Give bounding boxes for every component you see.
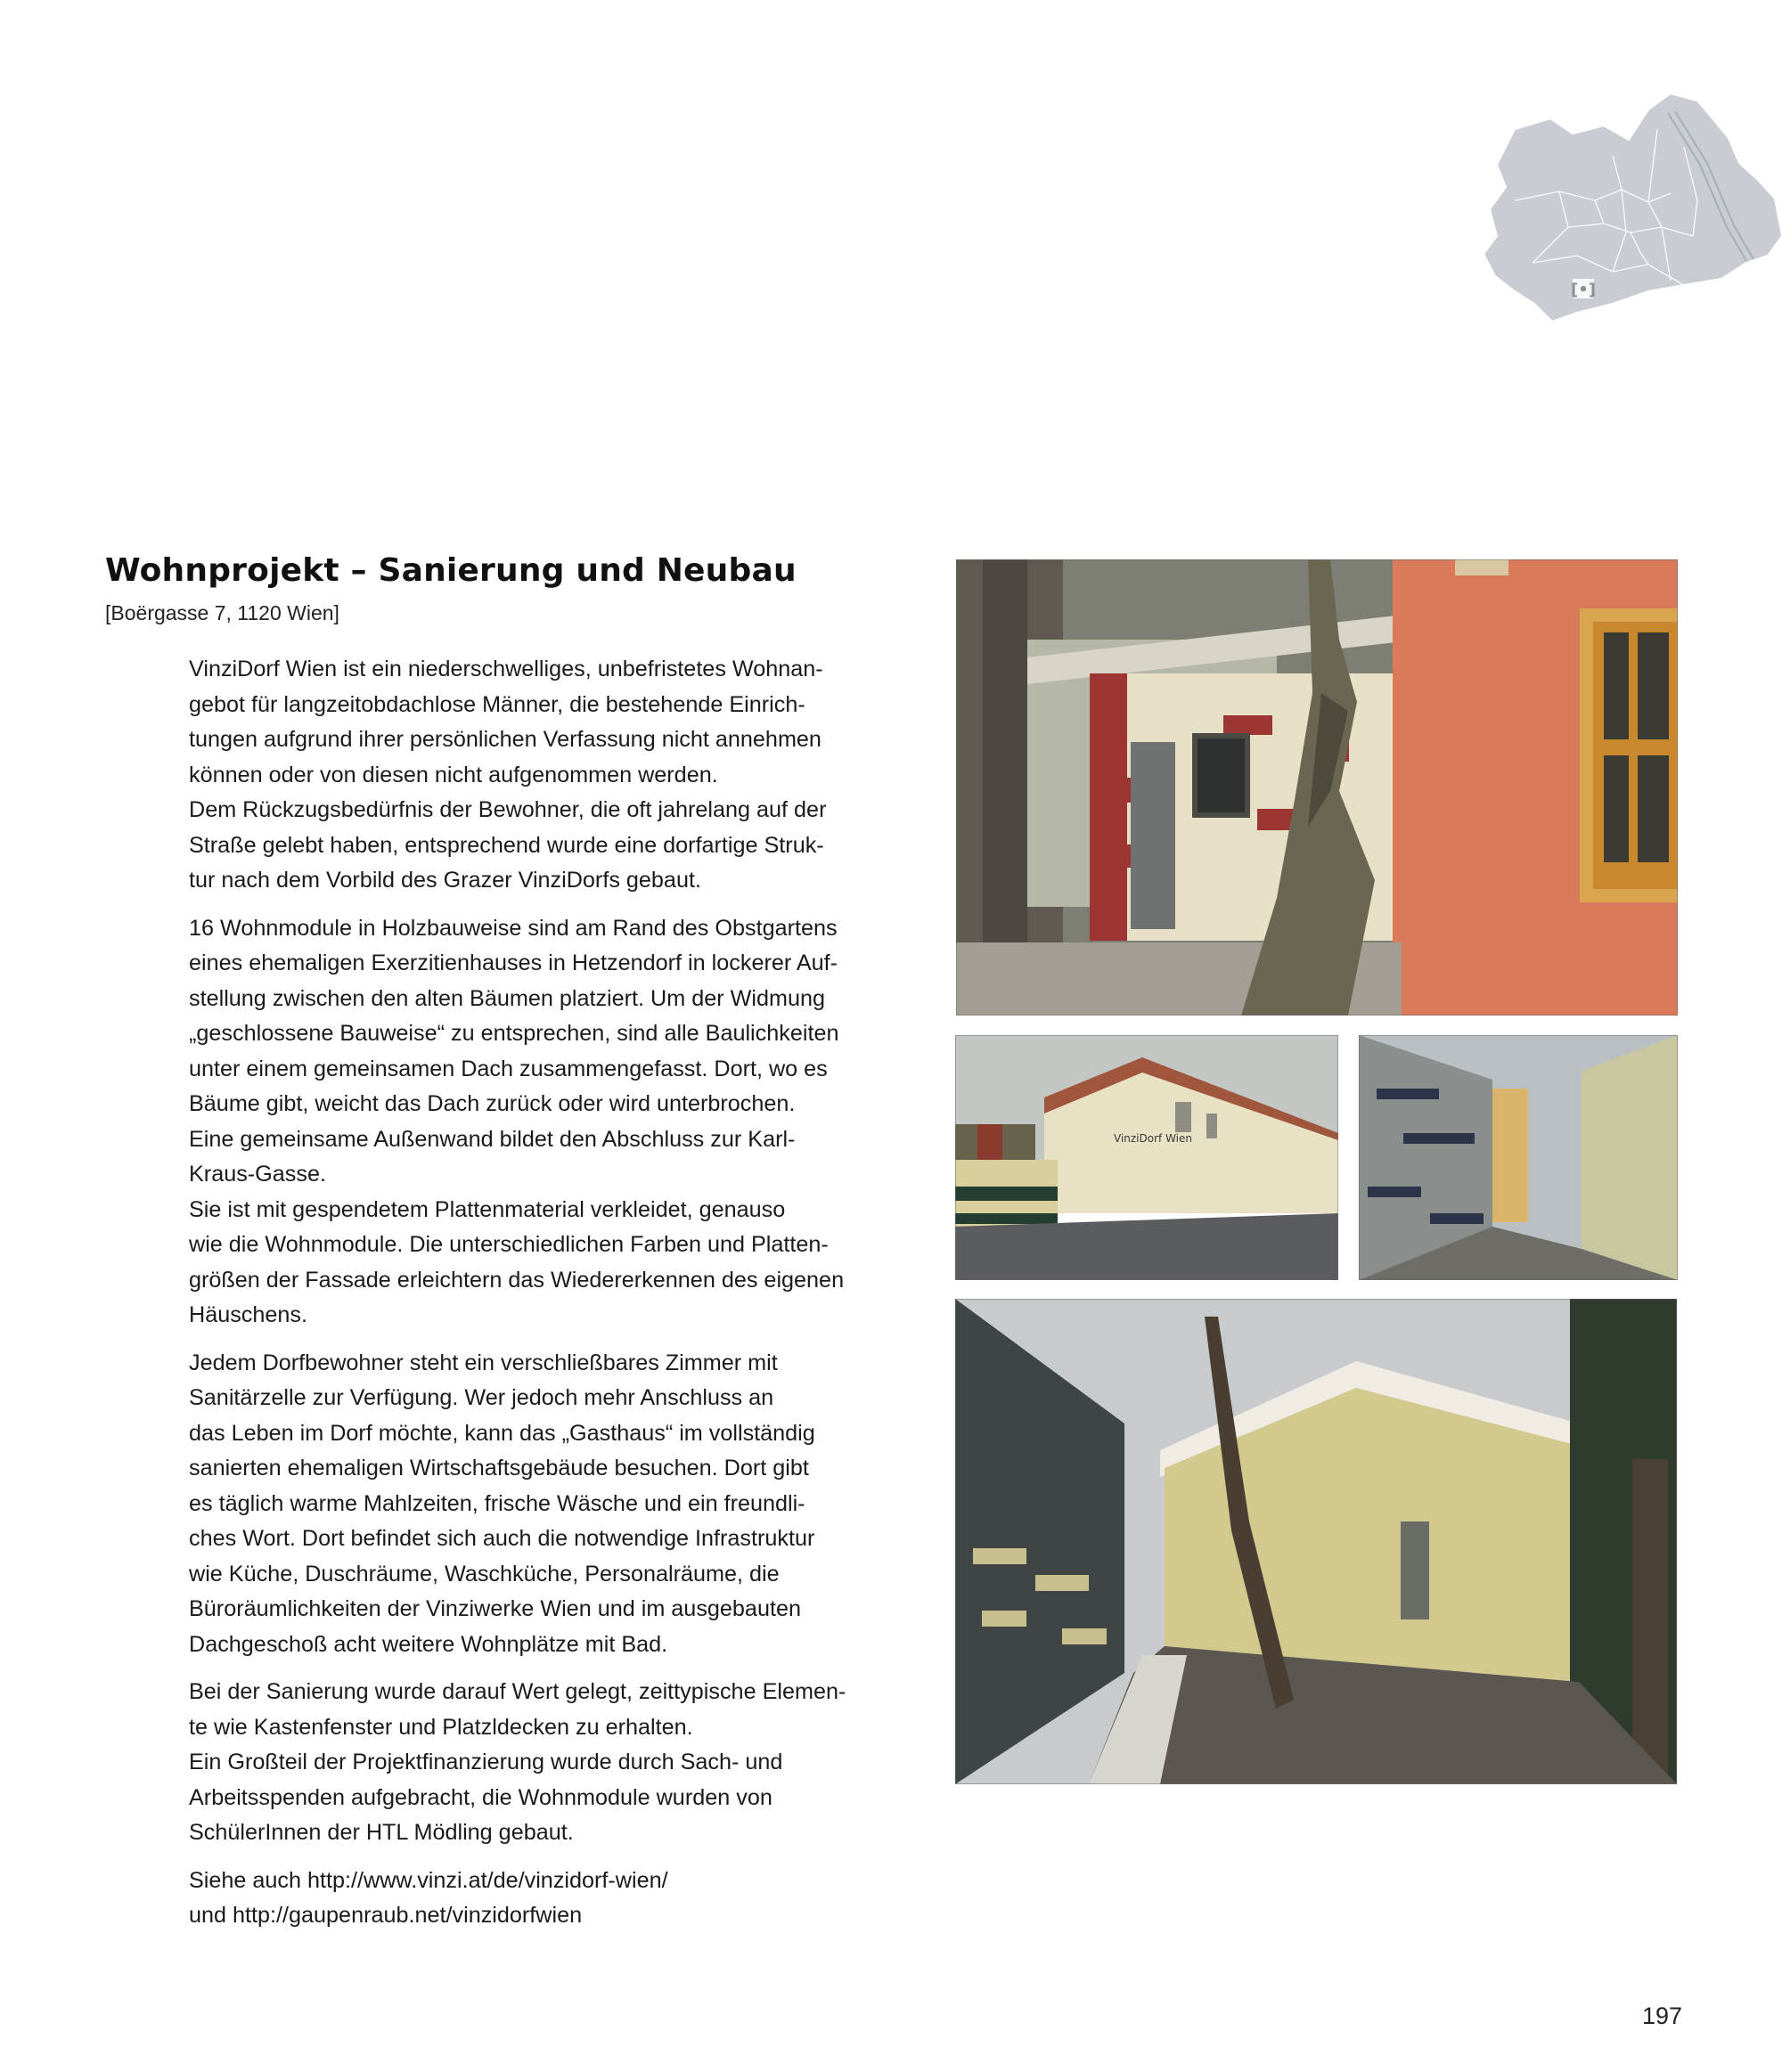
photo-module-facades <box>956 559 1678 1016</box>
text-line: das Leben im Dorf möchte, kann das „Gasthaus“ im vollständig <box>189 1420 815 1446</box>
text-line: Ein Großteil der Projektfinanzierung wurde durch Sach- und <box>189 1750 783 1774</box>
text-line: es täglich warme Mahlzeiten, frische Wäsche und ein freundli- <box>189 1490 805 1516</box>
text-line: Eine gemeinsame Außenwand bildet den Abschluss zur Karl- <box>189 1126 796 1152</box>
photo-modules-path-graphic <box>955 1299 1677 1784</box>
text-line: ches Wort. Dort befindet sich auch die notwendige Infrastruktur <box>189 1526 815 1551</box>
paragraph-intro <box>189 652 902 899</box>
photo-outer-wall-graphic <box>955 1035 1338 1280</box>
map-location-marker: [•] <box>1571 281 1596 299</box>
photo-module-facades-graphic <box>956 559 1678 1016</box>
text-line: Bei der Sanierung wurde darauf Wert gelegt, zeittypische Elemen- <box>189 1679 846 1704</box>
text-line: wie Küche, Duschräume, Waschküche, Personalräume, die <box>189 1561 780 1587</box>
text-line: Häuschens. <box>189 1302 308 1327</box>
page-title: Wohnprojekt – Sanierung und Neubau <box>105 552 797 589</box>
text-line: können oder von diesen nicht aufgenommen werden. <box>189 762 718 787</box>
text-line: unter einem gemeinsamen Dach zusammengefasst. Dort, wo es <box>189 1056 828 1081</box>
text-line: 16 Wohnmodule in Holzbauweise sind am Rand des Obstgartens <box>189 915 838 941</box>
text-line: stellung zwischen den alten Bäumen platziert. Um der Widmung <box>189 985 825 1011</box>
text-line: sanierten ehemaligen Wirtschaftsgebäude besuchen. Dort gibt <box>189 1456 809 1481</box>
text-line: Dem Rückzugsbedürfnis der Bewohner, die oft jahrelang auf der <box>189 797 827 822</box>
text-line: te wie Kastenfenster und Platzldecken zu erhalten. <box>189 1714 693 1740</box>
text-line: Bäume gibt, weicht das Dach zurück oder wird unterbrochen. <box>189 1091 796 1116</box>
text-line: gebot für langzeitobdachlose Männer, die bestehende Einrich- <box>189 691 805 717</box>
text-line: VinziDorf Wien ist ein niederschwelliges, unbefristetes Wohnan- <box>189 657 823 681</box>
text-line: Dachgeschoß acht weitere Wohnplätze mit Bad. <box>189 1631 668 1657</box>
paragraph-modules <box>189 911 902 1334</box>
text-line: Arbeitsspenden aufgebracht, die Wohnmodule wurden von <box>189 1784 772 1810</box>
facade-sign-text: VinziDorf Wien <box>1114 1132 1192 1145</box>
text-line: größen der Fassade erleichtern das Wiedererkennen des eigenen <box>189 1267 845 1293</box>
text-line: Sie ist mit gespendetem Plattenmaterial verkleidet, genauso <box>189 1196 786 1222</box>
text-line: SchülerInnen der HTL Mödling gebaut. <box>189 1820 574 1845</box>
vienna-map-graphic <box>1479 94 1782 361</box>
text-line: „geschlossene Bauweise“ zu entsprechen, sind alle Baulichkeiten <box>189 1021 839 1046</box>
page-number: 197 <box>1642 2003 1683 2029</box>
photo-module-alley-graphic <box>1359 1035 1678 1280</box>
photo-module-alley <box>1359 1035 1678 1280</box>
photo-modules-path <box>955 1299 1677 1784</box>
paragraph-residents <box>189 1346 902 1663</box>
photo-outer-wall <box>955 1035 1338 1280</box>
text-line: Siehe auch http://www.vinzi.at/de/vinzidorf-wien/ <box>189 1867 668 1893</box>
vienna-district-map <box>1479 94 1782 361</box>
text-line: Sanitärzelle zur Verfügung. Wer jedoch mehr Anschluss an <box>189 1385 774 1410</box>
text-line: Kraus-Gasse. <box>189 1162 326 1187</box>
body-text <box>189 652 902 1946</box>
paragraph-links <box>189 1864 902 1934</box>
text-line: tur nach dem Vorbild des Grazer VinziDorfs gebaut. <box>189 868 701 893</box>
project-address: [Boërgasse 7, 1120 Wien] <box>105 601 339 624</box>
text-line: Büroräumlichkeiten der Vinziwerke Wien und im ausgebauten <box>189 1596 801 1621</box>
text-line: Jedem Dorfbewohner steht ein verschließbares Zimmer mit <box>189 1350 778 1375</box>
text-line: eines ehemaligen Exerzitienhauses in Hetzendorf in lockerer Auf- <box>189 950 838 975</box>
text-line: Straße gelebt haben, entsprechend wurde eine dorfartige Struk- <box>189 832 824 858</box>
text-line: und http://gaupenraub.net/vinzidorfwien <box>189 1903 583 1928</box>
paragraph-renovation <box>189 1675 902 1851</box>
text-line: tungen aufgrund ihrer persönlichen Verfassung nicht annehmen <box>189 727 822 752</box>
text-line: wie die Wohnmodule. Die unterschiedlichen Farben und Platten- <box>189 1232 829 1257</box>
